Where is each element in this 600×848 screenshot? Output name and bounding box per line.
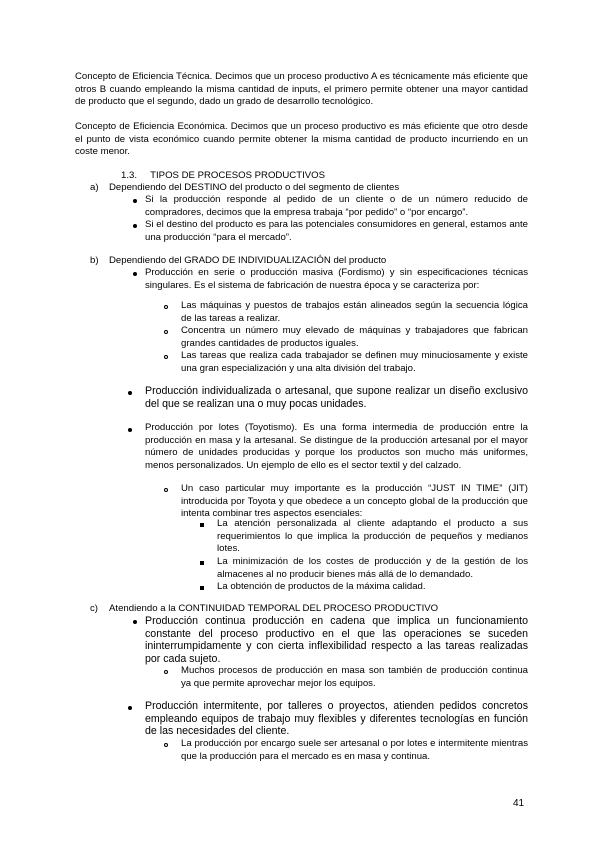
bullet-icon [133, 224, 137, 228]
efficiency-economic-paragraph: Concepto de Eficiencia Económica. Decimos que un proceso productivo es más eficiente que otro desde el punto de vista económico cuando permite obtener la misma cantidad de producto incurriendo en un coste menor. [75, 121, 528, 158]
bullet-icon [128, 391, 132, 395]
sub-list-item: La producción por encargo suele ser artesanal o por lotes e intermitente mientras que la producción para el mercado es en masa y continua. [181, 738, 528, 762]
square-bullet-icon [200, 561, 204, 565]
section-label: b) [90, 255, 99, 266]
circle-bullet-icon [164, 330, 168, 334]
jit-item: La obtención de productos de la máxima calidad. [217, 581, 426, 592]
section-label: c) [90, 603, 98, 614]
circle-bullet-icon [164, 355, 168, 359]
list-item: Si el destino del producto es para las potenciales consumidores en general, estamos ante una producción “para el mercado”. [145, 219, 528, 243]
square-bullet-icon [200, 586, 204, 590]
bullet-icon [128, 428, 132, 432]
page-number: 41 [513, 798, 525, 809]
square-bullet-icon [200, 523, 204, 527]
list-item: Producción por lotes (Toyotismo). Es una forma intermedia de producción entre la producción en masa y la artesanal. Se distingue de la producción artesanal por el mayor número de unidades producidas y porque los productos son mucho más uniformes, menos personalizados. Un ejemplo de ello es el sector textil y del calzado. [145, 422, 528, 471]
bullet-icon [133, 620, 137, 624]
list-item: Producción individualizada o artesanal, que supone realizar un diseño exclusivo del que se realizan una o muy pocas unidades. [145, 385, 528, 410]
section-title: Dependiendo del DESTINO del producto o del segmento de clientes [109, 182, 400, 193]
sub-list-item: Un caso particular muy importante es la producción “JUST IN TIME” (JIT) introducida por Toyota y que obedece a un concepto global de la producción que intenta combinar tres aspectos esenciales: [181, 483, 528, 520]
jit-item: La atención personalizada al cliente adaptando el producto a sus requerimientos lo que implica la producción de pequeños y medianos lotes. [217, 518, 528, 555]
circle-bullet-icon [164, 305, 168, 309]
bullet-icon [128, 706, 132, 710]
jit-item: La minimización de los costes de producción y de la gestión de los almacenes al no producir bienes más allá de lo demandado. [217, 556, 528, 580]
circle-bullet-icon [164, 670, 168, 674]
bullet-icon [133, 272, 137, 276]
sub-list-item: Concentra un número muy elevado de máquinas y trabajadores que fabrican grandes cantidades de productos iguales. [181, 325, 528, 349]
efficiency-technical-paragraph: Concepto de Eficiencia Técnica. Decimos que un proceso productivo A es técnicamente más eficiente que otros B cuando empleando la misma cantidad de inputs, el primero permite obtener una mayor cantidad de producto que el segundo, dado un grado de desarrollo tecnológico. [75, 71, 528, 108]
sub-list-item: Las tareas que realiza cada trabajador se definen muy minuciosamente y existe una gran especialización y una alta división del trabajo. [181, 350, 528, 374]
list-item: Producción en serie o producción masiva (Fordismo) y sin especificaciones técnicas singulares. Es el sistema de fabricación de nuestra época y se caracteriza por: [145, 267, 528, 291]
sub-list-item: Muchos procesos de producción en masa son también de producción continua ya que permite aprovechar mejor los equipos. [181, 665, 528, 689]
circle-bullet-icon [164, 743, 168, 747]
list-item: Si la producción responde al pedido de un cliente o de un número reducido de compradores, decimos que la empresa trabaja “por pedido” o “por encargo”. [145, 194, 528, 218]
list-item: Producción continua producción en cadena que implica un funcionamiento constante del proceso productivo en el que las operaciones se suceden ininterrumpidamente y con cierta inflexibilidad respecto a las tareas realizadas por cada sujeto. [145, 615, 528, 665]
section-title: Dependiendo del GRADO DE INDIVIDUALIZACIÓN del producto [109, 255, 387, 266]
section-title: Atendiendo a la CONTINUIDAD TEMPORAL DEL PROCESO PRODUCTIVO [109, 603, 439, 614]
bullet-icon [133, 199, 137, 203]
section-heading: 1.3. TIPOS DE PROCESOS PRODUCTIVOS [121, 170, 326, 181]
section-label: a) [90, 182, 99, 193]
list-item: Producción intermitente, por talleres o proyectos, atienden pedidos concretos empleando equipos de trabajo muy flexibles y diferentes tecnologías en función de las necesidades del cliente. [145, 700, 528, 738]
sub-list-item: Las máquinas y puestos de trabajos están alineados según la secuencia lógica de las tareas a realizar. [181, 300, 528, 324]
circle-bullet-icon [164, 488, 168, 492]
